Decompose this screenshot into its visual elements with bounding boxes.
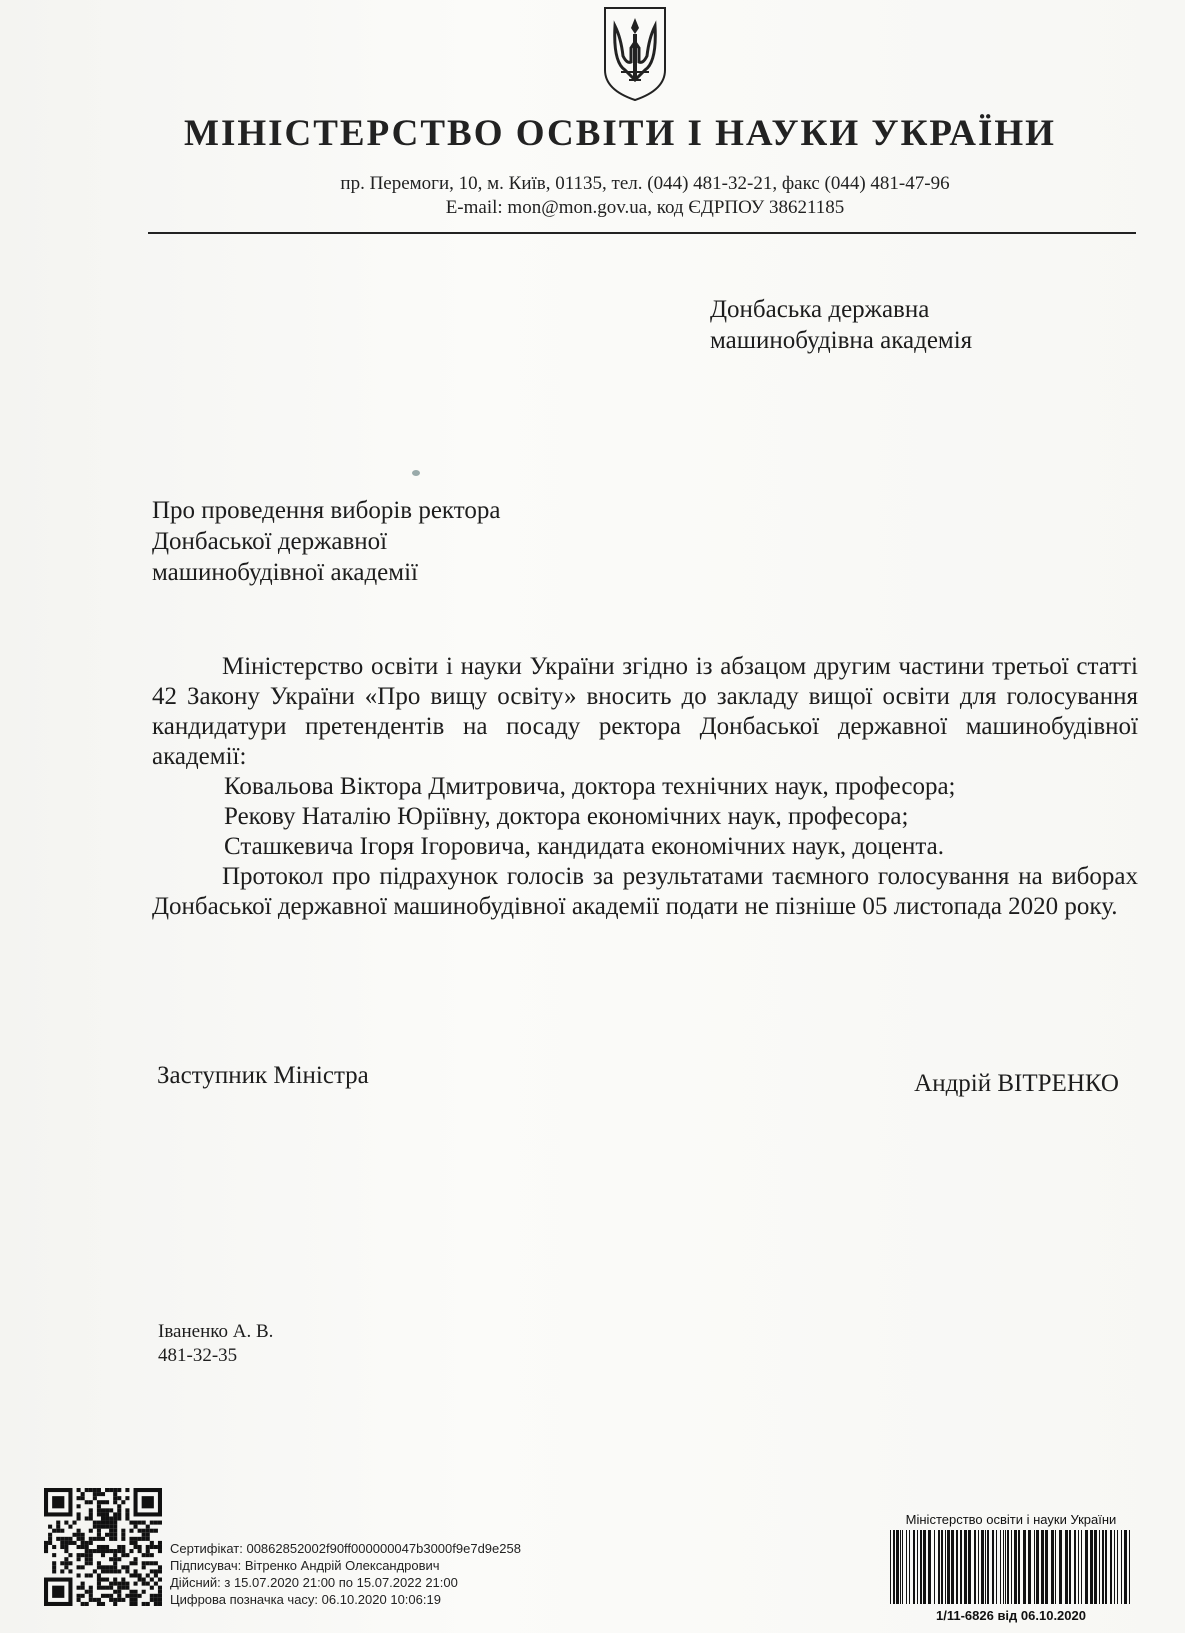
intro-paragraph: Міністерство освіти і науки України згідно із абзацом другим частини третьої статті 42 Закону України «Про вищу освіту» вносить до закладу вищої освіти для голосування кандидатури претендентів на посаду ректора Донбаської державної машинобудівної академії: [152, 653, 1138, 770]
certificate-line: Сертифікат: 00862852002f90ff000000047b3000f9e7d9e258 [170, 1541, 521, 1556]
signer-line: Підписувач: Вітренко Андрій Олександрович [170, 1558, 440, 1573]
candidate-item: Рекову Наталію Юріївну, доктора економічних наук, професора; [224, 803, 909, 830]
ministry-title: МІНІСТЕРСТВО ОСВІТИ І НАУКИ УКРАЇНИ [184, 113, 1056, 154]
barcode-icon [890, 1530, 1132, 1604]
letter-body [152, 652, 1138, 922]
subject-line: машинобудівної академії [152, 559, 418, 586]
stamp-organization: Міністерство освіти і науки України [905, 1512, 1117, 1527]
subject-block [152, 495, 500, 588]
qr-code-icon [44, 1488, 162, 1606]
addressee-line: машинобудівна академія [710, 327, 973, 354]
timestamp-line: Цифрова позначка часу: 06.10.2020 10:06:19 [170, 1592, 441, 1607]
address-line: пр. Перемоги, 10, м. Київ, 01135, тел. (044) 481-32-21, факс (044) 481-47-96 [340, 173, 950, 194]
signatory-role: Заступник Міністра [157, 1062, 369, 1089]
candidate-item: Ковальова Віктора Дмитровича, доктора технічних наук, професора; [224, 773, 956, 800]
registration-number: 1/11-6826 від 06.10.2020 [936, 1608, 1086, 1623]
trident-emblem-icon [601, 4, 669, 102]
paper-speck [412, 470, 420, 476]
executor-block [158, 1320, 273, 1368]
validity-line: Дійсний: з 15.07.2020 21:00 по 15.07.2022 21:00 [170, 1575, 458, 1590]
signatory-name: Андрій ВІТРЕНКО [914, 1070, 1119, 1097]
addressee-line: Донбаська державна [710, 296, 930, 323]
registration-stamp [886, 1512, 1136, 1628]
subject-line: Донбаської державної [152, 528, 388, 555]
executor-name: Іваненко А. В. [158, 1321, 274, 1342]
candidate-item: Сташкевича Ігоря Ігоровича, кандидата економічних наук, доцента. [224, 833, 944, 860]
protocol-paragraph: Протокол про підрахунок голосів за результатами таємного голосування на виборах Донбаської державної машинобудівної академії подати не пізніше 05 листопада 2020 року. [152, 863, 1138, 920]
addressee-block [710, 294, 972, 356]
subject-line: Про проведення виборів ректора [152, 497, 501, 524]
executor-phone: 481-32-35 [158, 1345, 238, 1366]
header-divider [148, 232, 1136, 234]
ministry-contacts [150, 172, 1140, 220]
email-line: E-mail: mon@mon.gov.ua, код ЄДРПОУ 38621185 [445, 197, 845, 218]
digital-signature-block [170, 1540, 521, 1608]
